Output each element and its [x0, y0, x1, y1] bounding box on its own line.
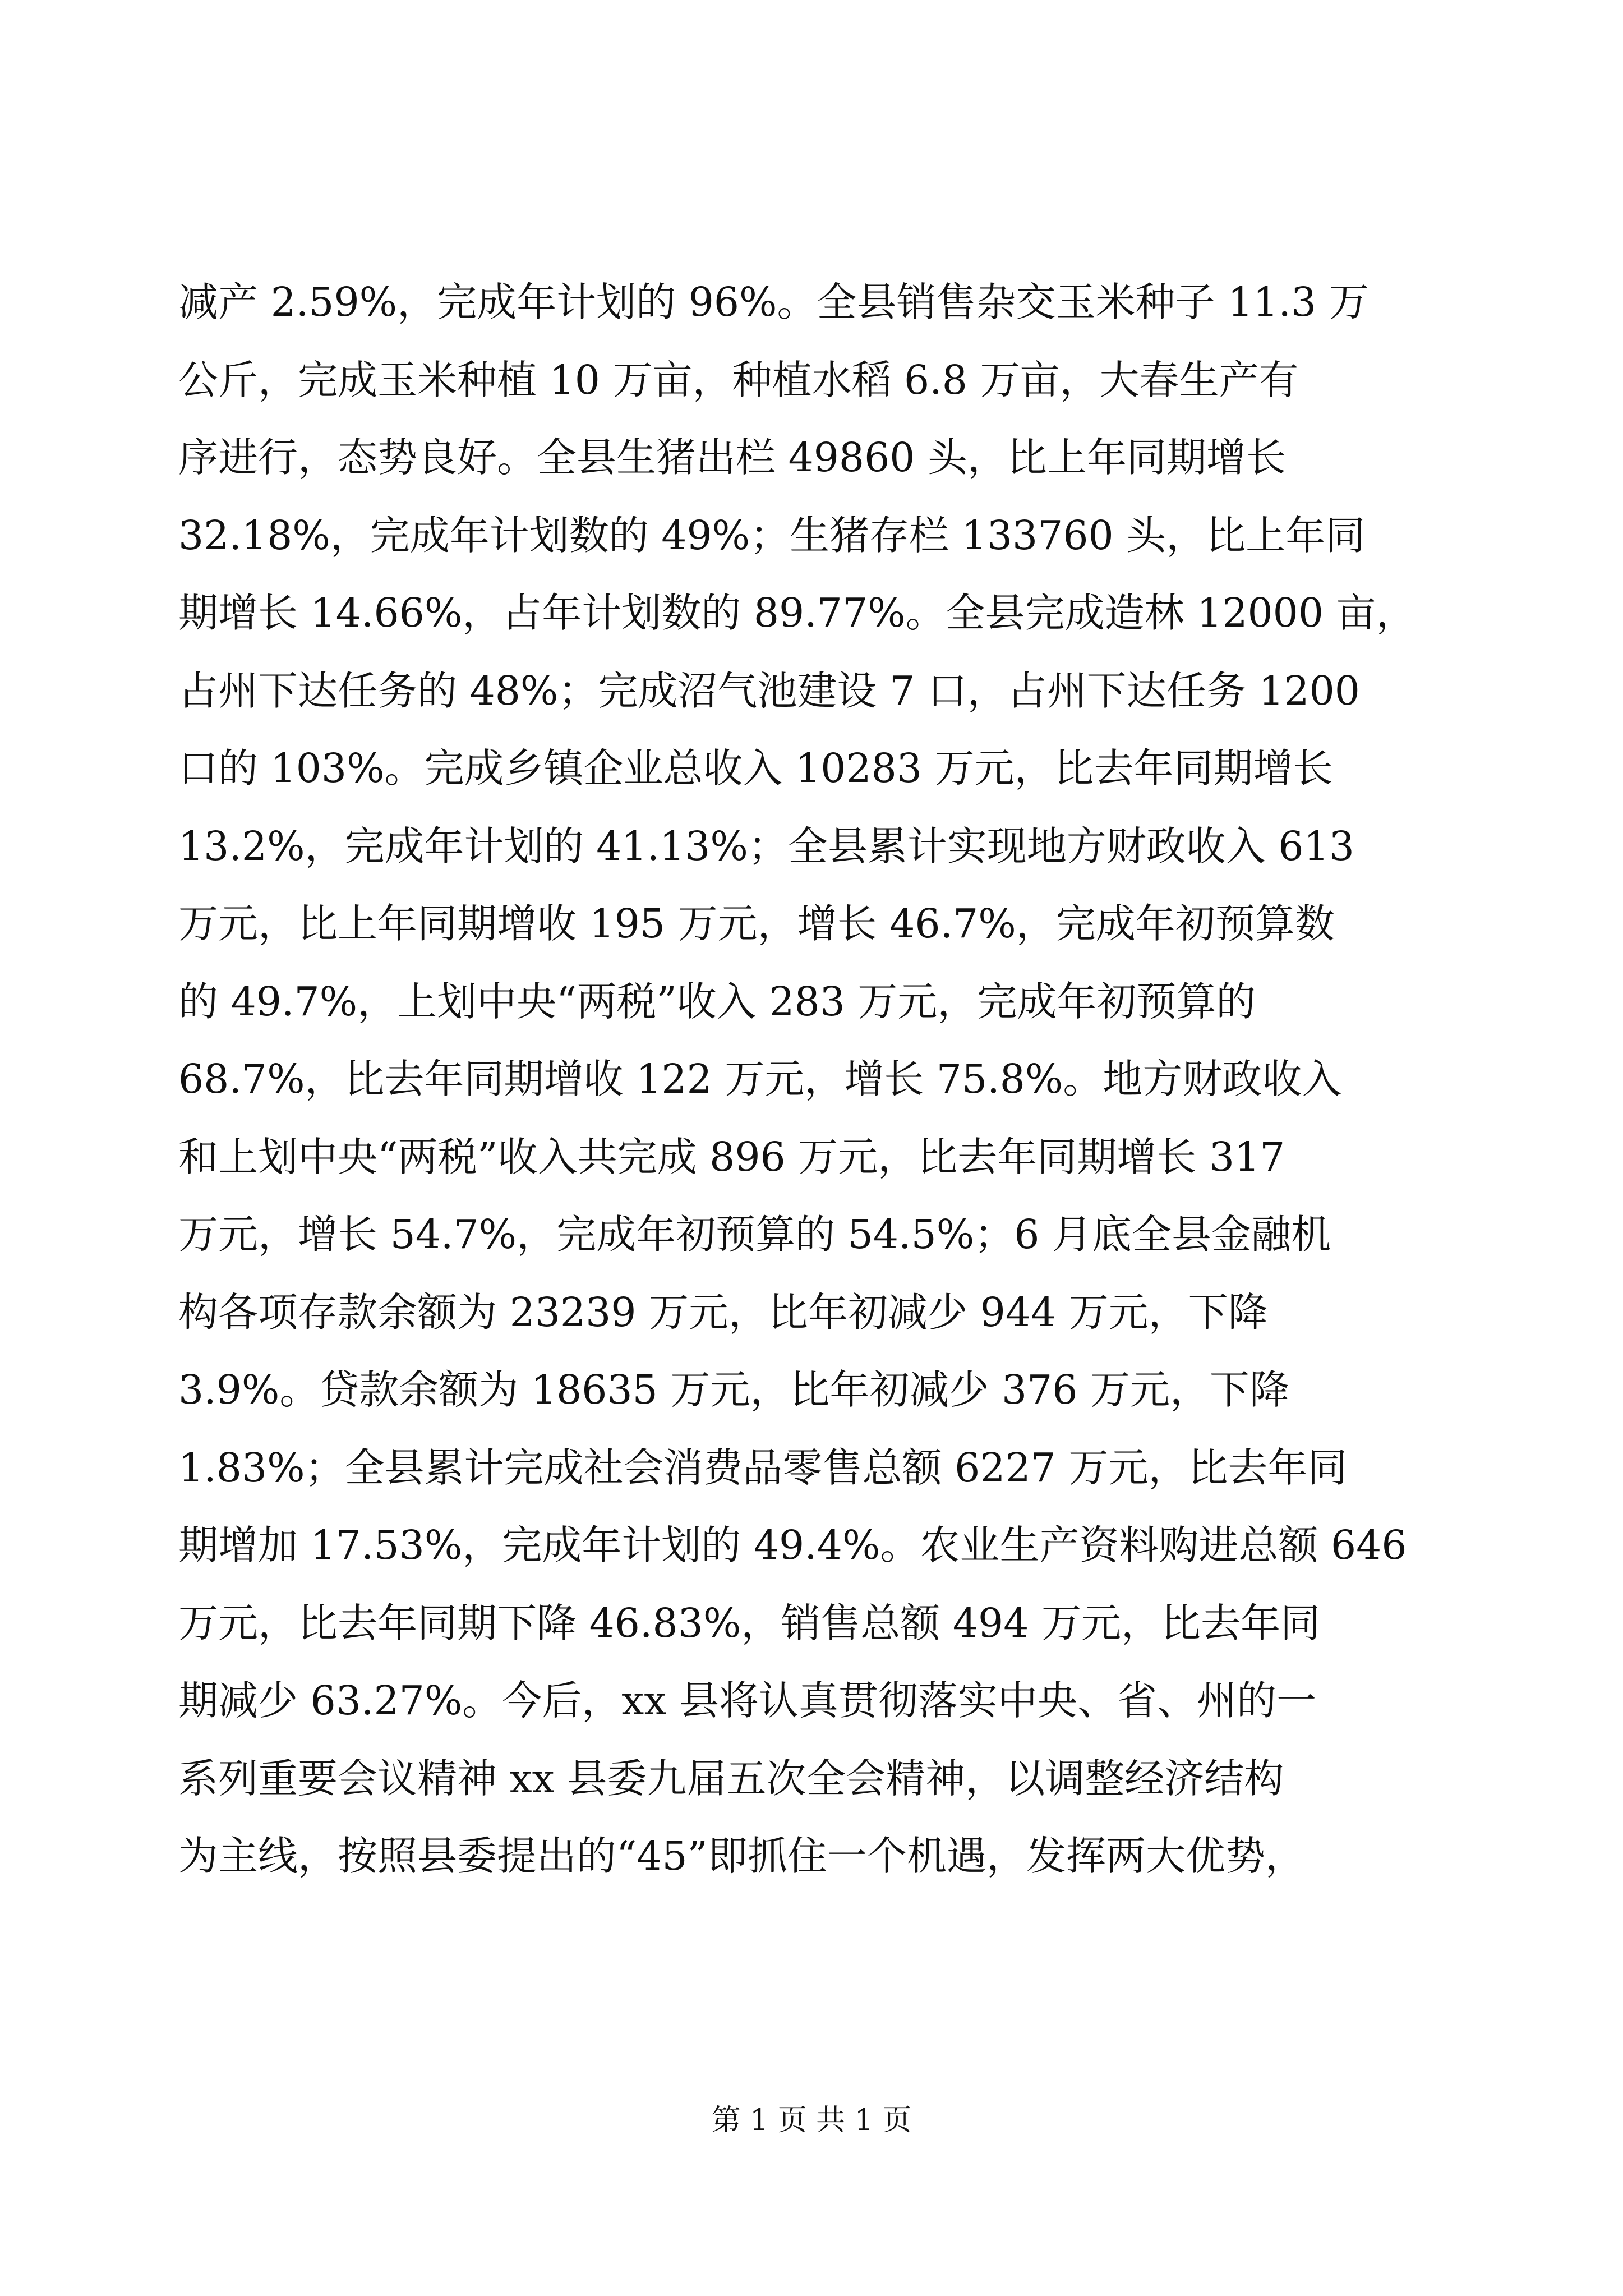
body-text	[178, 264, 1451, 1895]
text-line: 构各项存款余额为 23239 万元，比年初减少 944 万元，下降	[178, 1289, 1268, 1336]
page-footer	[0, 2101, 1623, 2140]
text-line: 万元，比上年同期增收 195 万元，增长 46.7%，完成年初预算数	[178, 900, 1335, 947]
text-line: 万元，增长 54.7%，完成年初预算的 54.5%；6 月底全县金融机	[178, 1211, 1331, 1258]
text-line: 减产 2.59%，完成年计划的 96%。全县销售杂交玉米种子 11.3 万	[178, 279, 1369, 325]
text-line: 1.83%；全县累计完成社会消费品零售总额 6227 万元，比去年同	[178, 1444, 1348, 1491]
text-line: 68.7%，比去年同期增收 122 万元，增长 75.8%。地方财政收入	[178, 1056, 1342, 1102]
text-line: 的 49.7%，上划中央“两税”收入 283 万元，完成年初预算的	[178, 978, 1256, 1025]
text-line: 序进行，态势良好。全县生猪出栏 49860 头，比上年同期增长	[178, 434, 1287, 481]
text-line: 公斤，完成玉米种植 10 万亩，种植水稻 6.8 万亩，大春生产有	[178, 356, 1299, 403]
text-line: 为主线，按照县委提出的“45”即抓住一个机遇，发挥两大优势，	[178, 1833, 1305, 1879]
text-line: 口的 103%。完成乡镇企业总收入 10283 万元，比去年同期增长	[178, 745, 1333, 792]
text-line: 13.2%，完成年计划的 41.13%；全县累计实现地方财政收入 613	[178, 822, 1354, 869]
text-line: 3.9%。贷款余额为 18635 万元，比年初减少 376 万元，下降	[178, 1366, 1290, 1413]
text-line: 万元，比去年同期下降 46.83%，销售总额 494 万元，比去年同	[178, 1599, 1320, 1646]
text-line: 系列重要会议精神 xx 县委九届五次全会精神，以调整经济结构	[178, 1755, 1284, 1802]
text-line: 期减少 63.27%。今后，xx 县将认真贯彻落实中央、省、州的一	[178, 1677, 1316, 1724]
text-line: 32.18%，完成年计划数的 49%；生猪存栏 133760 头，比上年同	[178, 512, 1366, 559]
text-line: 期增加 17.53%，完成年计划的 49.4%。农业生产资料购进总额 646	[178, 1522, 1407, 1568]
text-line: 占州下达任务的 48%；完成沼气池建设 7 口，占州下达任务 1200	[178, 667, 1360, 714]
text-line: 和上划中央“两税”收入共完成 896 万元，比去年同期增长 317	[178, 1133, 1285, 1180]
text-line: 期增长 14.66%，占年计划数的 89.77%。全县完成造林 12000 亩，	[178, 590, 1416, 636]
page-number: 第 1 页 共 1 页	[711, 2104, 912, 2137]
